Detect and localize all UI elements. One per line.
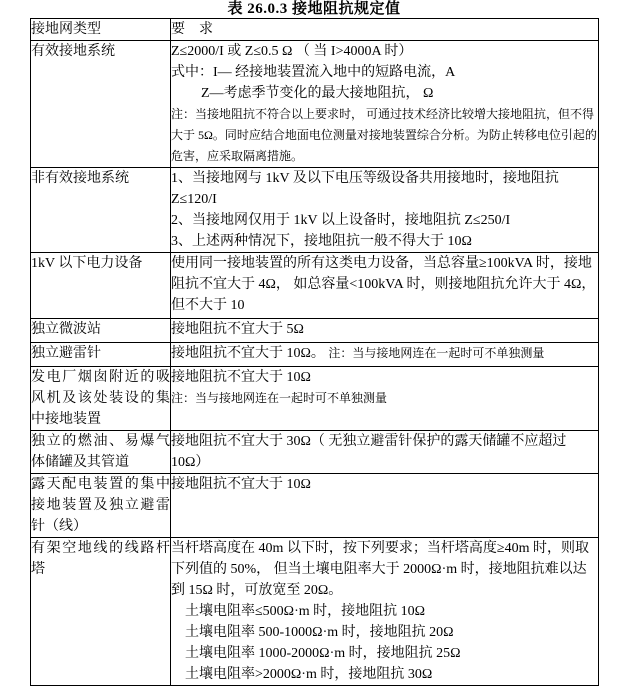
requirement-line: 接地阻抗不宜大于 5Ω xyxy=(171,322,304,337)
row-requirement-cell xyxy=(171,253,599,319)
grounding-impedance-table xyxy=(30,18,599,686)
row-requirement-cell xyxy=(171,168,599,253)
requirement-line: Z≤2000/I 或 Z≤0.5 Ω （ 当 I>4000A 时） xyxy=(171,44,413,59)
note-line: 注：当与接地网连在一起时可不单独测量 xyxy=(171,391,388,405)
table-row xyxy=(31,538,599,686)
row-type-cell: 独立避雷针 xyxy=(31,343,171,367)
requirement-line: 土壤电阻率 1000-2000Ω·m 时，接地阻抗 25Ω xyxy=(185,646,461,661)
row-type-cell: 发电厂烟囱附近的吸风机及该处装设的集中接地装置 xyxy=(31,367,171,431)
row-requirement-cell xyxy=(171,367,599,431)
table-row xyxy=(31,253,599,319)
requirement-line xyxy=(171,343,598,364)
table-row xyxy=(31,41,599,168)
requirement-line: 土壤电阻率 500-1000Ω·m 时，接地阻抗 20Ω xyxy=(185,625,454,640)
row-type-cell: 露天配电装置的集中接地装置及独立避雷针（线） xyxy=(31,474,171,538)
table-title: 表 26.0.3 接地阻抗规定值 xyxy=(227,1,401,17)
table-header-row xyxy=(31,19,599,41)
requirement-text: 接地阻抗不宜大于 10Ω。 xyxy=(171,346,325,361)
requirement-line: 当杆塔高度在 40m 以下时，按下列要求；当杆塔高度≥40m 时，则取下列值的 50%， 但当土壤电阻率大于 2000Ω·m 时，接地阻抗难以达到 15Ω 时，可放宽至 20Ω。 xyxy=(171,541,589,598)
requirement-line: 接地阻抗不宜大于 10Ω xyxy=(171,477,311,492)
row-requirement-cell xyxy=(171,343,599,367)
inline-note-text: 注：当与接地网连在一起时可不单独测量 xyxy=(328,346,545,360)
requirement-line: 接地阻抗不宜大于 30Ω（ 无独立避雷针保护的露天储罐不应超过 10Ω） xyxy=(171,434,567,470)
row-type-cell: 有效接地系统 xyxy=(31,41,171,168)
requirement-line: 2、当接地网仅用于 1kV 以上设备时，接地阻抗 Z≤250/I xyxy=(171,213,511,228)
table-row xyxy=(31,474,599,538)
note-line: 注：当接地阻抗不符合以上要求时， 可通过技术经济比较增大接地阻抗，但不得大于 5Ω。同时应结合地面电位测量对接地装置综合分析。为防止转移电位引起的危害，应采取隔离措施。 xyxy=(171,107,597,163)
column-header-grid-type: 接地网类型 xyxy=(31,19,171,41)
row-requirement-cell xyxy=(171,319,599,343)
requirement-line: 土壤电阻率≤500Ω·m 时，接地阻抗 10Ω xyxy=(185,604,426,619)
requirement-line: 土壤电阻率>2000Ω·m 时，接地阻抗 30Ω xyxy=(185,667,433,682)
row-requirement-cell xyxy=(171,538,599,686)
table-row xyxy=(31,343,599,367)
row-requirement-cell xyxy=(171,41,599,168)
requirement-line: 1、当接地网与 1kV 及以下电压等级设备共用接地时，接地阻抗 Z≤120/I xyxy=(171,171,559,207)
requirement-line: 接地阻抗不宜大于 10Ω xyxy=(171,370,311,385)
row-requirement-cell xyxy=(171,474,599,538)
requirement-line: 3、上述两种情况下，接地阻抗一般不得大于 10Ω xyxy=(171,234,472,249)
table-row xyxy=(31,168,599,253)
row-type-cell: 独立微波站 xyxy=(31,319,171,343)
row-type-cell: 非有效接地系统 xyxy=(31,168,171,253)
row-type-cell: 1kV 以下电力设备 xyxy=(31,253,171,319)
requirement-line: 使用同一接地装置的所有这类电力设备，当总容量≥100kVA 时，接地阻抗不宜大于 4Ω， 如总容量<100kVA 时，则接地阻抗允许大于 4Ω， 但不大于 10 xyxy=(171,256,596,313)
table-row xyxy=(31,319,599,343)
requirement-line: 式中：I— 经接地装置流入地中的短路电流，A xyxy=(171,65,456,80)
table-row xyxy=(31,431,599,474)
row-type-cell: 独立的燃油、易爆气体储罐及其管道 xyxy=(31,431,171,474)
row-requirement-cell xyxy=(171,431,599,474)
table-row xyxy=(31,367,599,431)
row-type-cell: 有架空地线的线路杆塔 xyxy=(31,538,171,686)
column-header-requirement: 要 求 xyxy=(171,19,599,41)
requirement-line: Z—考虑季节变化的最大接地阻抗， Ω xyxy=(201,86,434,101)
